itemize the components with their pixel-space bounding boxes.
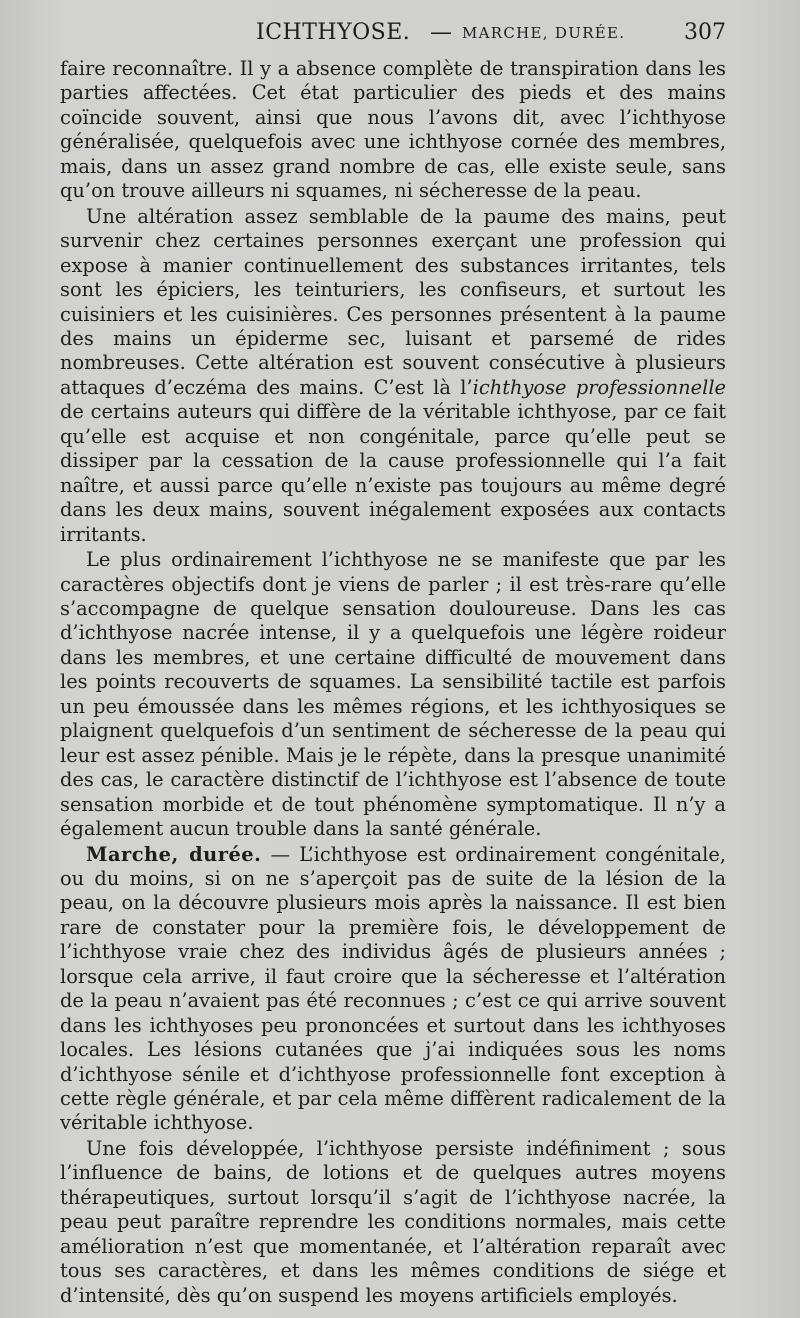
paragraph-2-italic-term: ichthyose professionnelle: [472, 375, 726, 399]
header-section: MARCHE, DURÉE.: [462, 24, 626, 42]
section-heading-marche-duree: Marche, durée.: [86, 842, 262, 866]
header-title: ICHTHYOSE.: [256, 20, 411, 45]
header-dash: —: [430, 20, 452, 45]
paragraph-5: Une fois développée, l’ichthyose persiste indéfiniment ; sous l’influence de bains, de lotions et de quelques autres moyens thérapeutiques, surtout lorsqu’il s’agit de l’ichthyose nacrée, la peau peut paraître reprendre les conditions normales, mais cette amélioration n’est que momentanée, et l’altération reparaît avec tous ses caractères, et dans les mêmes conditions de siége et d’intensité, dès qu’on suspend les moyens artificiels employés.: [60, 1136, 726, 1307]
paragraph-4-text: — L’ichthyose est ordinairement congénitale, ou du moins, si on ne s’aperçoit pas de suite de la lésion de la peau, on la découvre plusieurs mois après la naissance. Il est bien rare de constater pour la première fois, le développement de l’ichthyose vraie chez des individus âgés de plusieurs années ; lorsque cela arrive, il faut croire que la sécheresse et l’altération de la peau n’avaient pas été reconnues ; c’est ce qui arrive souvent dans les ichthyoses peu prononcées et surtout dans les ichthyoses locales. Les lésions cutanées que j’ai indiquées sous les noms d’ichthyose sénile et d’ichthyose professionnelle font exception à cette règle générale, et par cela même diffèrent radicalement de la véritable ichthyose.: [60, 842, 726, 1135]
page-number: 307: [684, 20, 726, 45]
paragraph-4: [60, 843, 726, 1136]
paragraph-1: faire reconnaître. Il y a absence complète de transpiration dans les parties affectées. Cet état particulier des pieds et des mains coïncide souvent, ainsi que nous l’avons dit, avec l’ichthyose généralisée, quelquefois avec une ichthyose cornée des membres, mais, dans un assez grand nombre de cas, elle existe seule, sans qu’on trouve ailleurs ni squames, ni sécheresse de la peau.: [60, 57, 726, 203]
running-header: [60, 18, 726, 48]
body-text: [60, 57, 726, 1308]
paragraph-2-text-before: Une altération assez semblable de la paume des mains, peut survenir chez certaines personnes exerçant une profession qui expose à manier continuellement des substances irritantes, tels sont les épiciers, les teinturiers, les confiseurs, et surtout les cuisiniers et les cuisinières. Ces personnes présentent à la paume des mains un épiderme sec, luisant et parsemé de rides nombreuses. Cette altération est souvent consécutive à plusieurs attaques d’eczéma des mains. C’est là l’: [60, 204, 726, 399]
paragraph-3: Le plus ordinairement l’ichthyose ne se manifeste que par les caractères objectifs dont je viens de parler ; il est très-rare qu’elle s’accompagne de quelque sensation douloureuse. Dans les cas d’ichthyose nacrée intense, il y a quelquefois une légère roideur dans les membres, et une certaine difficulté de mouvement dans les points recouverts de squames. La sensibilité tactile est parfois un peu émoussée dans les mêmes régions, et les ichthyosiques se plaignent quelquefois d’un sentiment de sécheresse de la peau qui leur est assez pénible. Mais je le répète, dans la presque unanimité des cas, le caractère distinctif de l’ichthyose est l’absence de toute sensation morbide et de tout phénomène symptomatique. Il n’y a également aucun trouble dans la santé générale.: [60, 548, 726, 841]
paragraph-2-text-after: de certains auteurs qui diffère de la véritable ichthyose, par ce fait qu’elle est acquise et non congénitale, parce qu’elle peut se dissiper par la cessation de la cause professionnelle qui l’a fait naître, et aussi parce qu’elle n’existe pas toujours au même degré dans les deux mains, souvent inégalement exposées aux contacts irritants.: [60, 400, 726, 546]
paragraph-2: [60, 205, 726, 547]
